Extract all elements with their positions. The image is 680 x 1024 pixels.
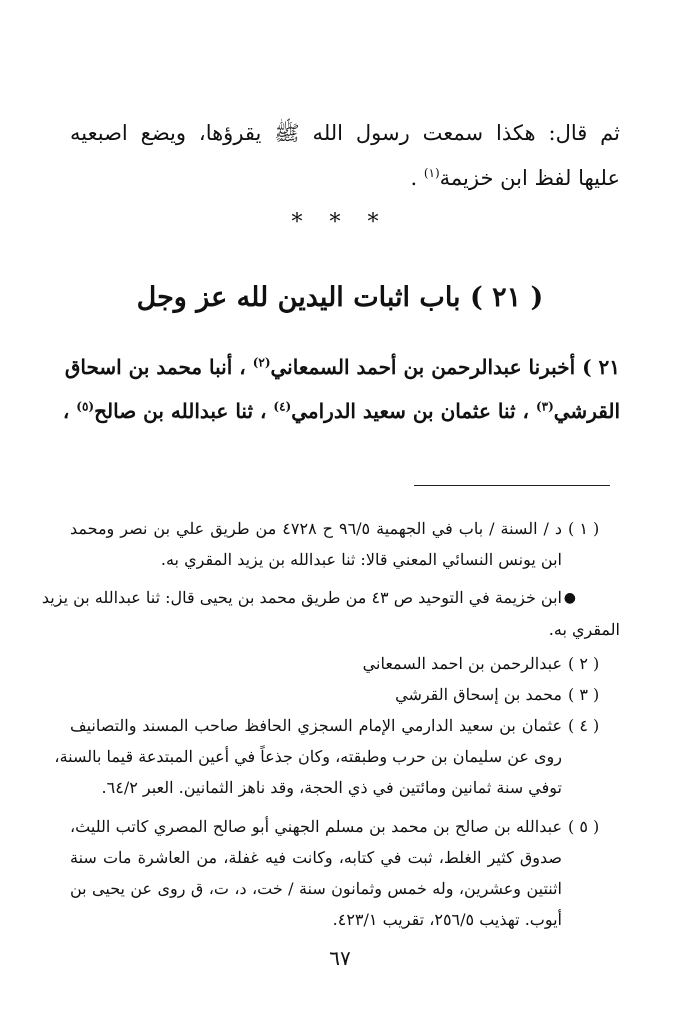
section-separator: * * * — [291, 210, 389, 235]
hadith-line-1-text-b: ، أنبا محمد بن اسحاق — [64, 355, 253, 379]
footnote-5-line-1: عبدالله بن صالح بن محمد بن مسلم الجهني أبو صالح المصري كاتب الليث، — [70, 817, 562, 836]
hadith-line-1 — [64, 352, 620, 382]
footnote-1-line-3: ابن خزيمة في التوحيد ص ٤٣ من طريق محمد بن يحيى قال: ثنا عبدالله بن يزيد — [41, 588, 562, 607]
hadith-line-2-text-d: ، — [62, 399, 77, 423]
main-text-line-2-end: . — [410, 166, 424, 190]
bullet-icon: ● — [563, 590, 576, 606]
hadith-line-2 — [62, 396, 620, 426]
footnote-2-number: ( ٢ ) — [568, 654, 600, 673]
main-text-line-1 — [70, 118, 620, 148]
footnote-5-line-4: أيوب. تهذيب ٢٥٦/٥، تقريب ٤٢٣/١. — [332, 910, 562, 929]
footnote-ref-3[interactable]: (٣) — [535, 399, 554, 414]
footnote-ref-2[interactable]: (٢) — [252, 355, 271, 370]
hadith-line-1-text-a: ٢١ ) أخبرنا عبدالرحمن بن أحمد السمعاني — [270, 355, 620, 379]
footnote-4-line-2: روى عن سليمان بن حرب وطبقته، وكان جذعاً في أعين المبتدعة قيما بالسنة، — [54, 747, 562, 766]
footnote-5-line-3: اثنتين وعشرين، وله خمس وثمانون سنة / خت، د، ت، ق روى عن يحيى بن — [70, 879, 562, 898]
footnote-1-line-2: ابن يونس النسائي المعني قالا: ثنا عبدالله بن يزيد المقري به. — [160, 550, 562, 569]
main-text-line-1-text: ثم قال: هكذا سمعت رسول الله ﷺ يقرؤها، ويضع اصبعيه — [70, 121, 620, 145]
footnote-4-line-3: توفي سنة ثمانين ومائتين في ذي الحجة، وقد ناهز الثمانين. العبر ٦٤/٢. — [101, 778, 562, 797]
footnote-4-number: ( ٤ ) — [568, 716, 600, 735]
footnote-ref-5[interactable]: (٥) — [76, 399, 95, 414]
page-number: ٦٧ — [329, 946, 351, 970]
footnote-2-line-1: عبدالرحمن بن احمد السمعاني — [362, 654, 562, 673]
footnote-divider — [414, 485, 610, 486]
footnote-ref-1[interactable]: (١) — [423, 166, 440, 180]
footnote-4-line-1: عثمان بن سعيد الدارمي الإمام السجزي الحافظ صاحب المسند والتصانيف — [70, 716, 562, 735]
hadith-line-2-text-c: ، ثنا عبدالله بن صالح — [94, 399, 274, 423]
footnote-3-number: ( ٣ ) — [568, 685, 600, 704]
hadith-line-2-text-a: القرشي — [553, 399, 620, 423]
footnote-1-line-1: د / السنة / باب في الجهمية ٩٦/٥ ح ٤٧٢٨ من طريق علي بن نصر ومحمد — [70, 519, 563, 538]
footnote-3-line-1: محمد بن إسحاق القرشي — [395, 685, 562, 704]
footnote-5-line-2: صدوق كثير الغلط، ثبت في كتابه، وكانت فيه غفلة، من العاشرة مات سنة — [70, 848, 562, 867]
footnote-1-line-4: المقري به. — [548, 620, 620, 639]
main-text-line-2-text: عليها لفظ ابن خزيمة — [439, 166, 620, 190]
footnote-5-number: ( ٥ ) — [568, 817, 600, 836]
main-text-line-2 — [70, 163, 620, 193]
chapter-title: ( ٢١ ) باب اثبات اليدين لله عز وجل — [136, 282, 544, 313]
hadith-line-2-text-b: ، ثنا عثمان بن سعيد الدرامي — [291, 399, 536, 423]
footnote-ref-4[interactable]: (٤) — [273, 399, 292, 414]
footnote-1-number: ( ١ ) — [568, 519, 600, 538]
